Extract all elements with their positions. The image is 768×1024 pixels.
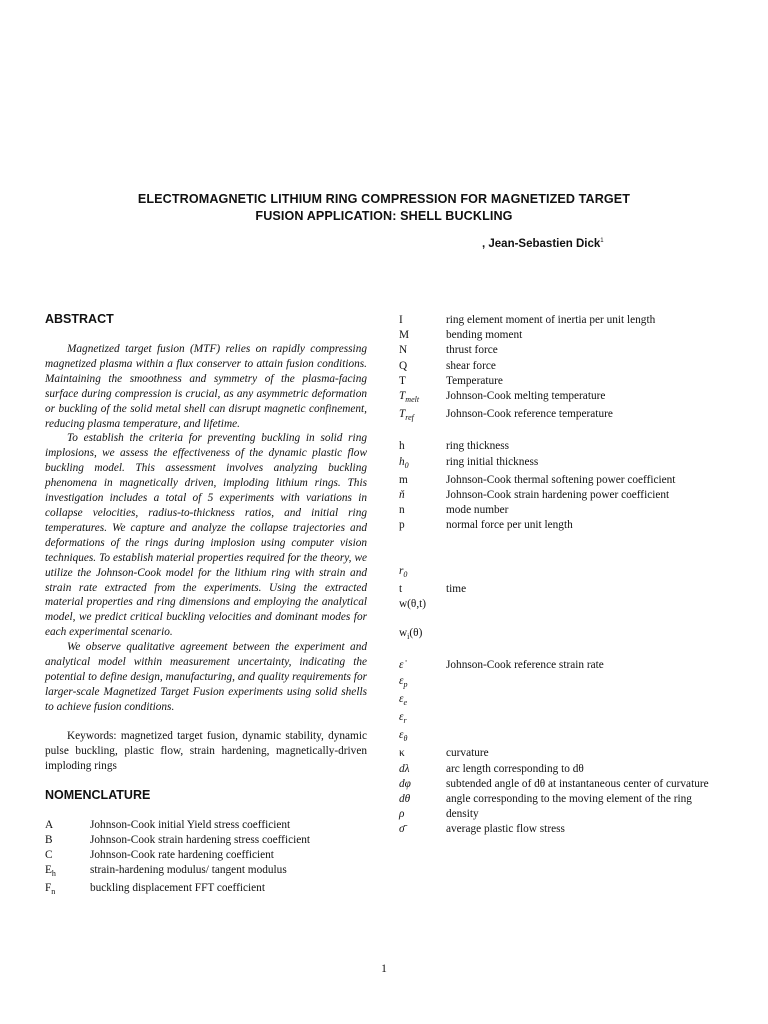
keywords	[45, 729, 367, 774]
nomenclature-symbol: t	[399, 582, 403, 595]
nomenclature-item	[399, 564, 724, 582]
nomenclature-item	[399, 710, 724, 728]
nomenclature-item	[399, 822, 724, 837]
nomenclature-item	[399, 626, 724, 644]
nomenclature-symbol: T	[399, 374, 406, 387]
nomenclature-symbol: dφ	[399, 777, 411, 790]
nomenclature-definition: buckling displacement FFT coefficient	[90, 881, 265, 894]
nomenclature-definition: ring element moment of inertia per unit length	[446, 314, 656, 326]
nomenclature-item	[45, 833, 367, 848]
nomenclature-definition	[446, 692, 724, 710]
nomenclature-symbol: p	[399, 519, 405, 532]
nomenclature-definition: time	[446, 582, 467, 595]
title-line-1: ELECTROMAGNETIC LITHIUM RING COMPRESSION FOR MAGNETIZED TARGET	[137, 192, 631, 206]
nomenclature-symbol: $E_h$	[45, 863, 56, 878]
nomenclature-definition: Johnson-Cook reference strain rate	[446, 659, 604, 672]
nomenclature-item	[399, 313, 724, 328]
nomenclature-definition	[446, 728, 724, 746]
nomenclature-item	[399, 582, 724, 597]
nomenclature-symbol: $h_0$	[399, 455, 409, 470]
nomenclature-definition: ring initial thickness	[446, 455, 539, 468]
right-column	[399, 313, 724, 838]
nomenclature-item	[399, 407, 724, 425]
nomenclature-symbol: $w_i(\theta)$	[399, 627, 423, 642]
nomenclature-item	[399, 807, 724, 822]
nomenclature-definition: arc length corresponding to dθ	[446, 762, 584, 775]
paper-title	[80, 191, 688, 225]
nomenclature-item	[399, 343, 724, 358]
nomenclature-symbol: n	[399, 504, 405, 517]
nomenclature-definition: thrust force	[446, 344, 498, 357]
nomenclature-definition: Johnson-Cook melting temperature	[446, 390, 606, 403]
nomenclature-item	[45, 818, 367, 833]
nomenclature-definition: angle corresponding to the moving element of the ring	[446, 793, 692, 806]
nomenclature-symbol: M	[399, 329, 410, 342]
nomenclature-definition: ring thickness	[446, 440, 510, 453]
nomenclature-symbol: ρ	[399, 808, 405, 821]
nomenclature-definition	[446, 564, 724, 582]
nomenclature-item	[399, 328, 724, 343]
nomenclature-item	[399, 359, 724, 374]
title-line-2: FUSION APPLICATION: SHELL BUCKLING	[255, 209, 513, 223]
nomenclature-item	[399, 762, 724, 777]
nomenclature-symbol: B	[45, 833, 53, 846]
abstract-heading: ABSTRACT	[45, 312, 114, 326]
nomenclature-symbol: σ̄	[399, 823, 405, 836]
author-name: , Jean-Sebastien Dick	[482, 238, 601, 250]
nomenclature-symbol: ε̇	[399, 659, 404, 672]
nomenclature-symbol: N	[399, 344, 408, 357]
nomenclature-definition: mode number	[446, 504, 509, 517]
nomenclature-symbol: κ	[399, 747, 405, 760]
nomenclature-symbol: $\varepsilon_r$	[399, 711, 407, 726]
nomenclature-item	[399, 455, 724, 473]
nomenclature-item	[399, 658, 724, 673]
nomenclature-symbol: $T_{melt}$	[399, 390, 420, 405]
nomenclature-item	[399, 674, 724, 692]
nomenclature-item	[399, 389, 724, 407]
nomenclature-definition: Johnson-Cook strain hardening stress coefficient	[90, 833, 311, 846]
nomenclature-heading: NOMENCLATURE	[45, 787, 151, 802]
keywords-text: Keywords: magnetized target fusion, dynamic stability, dynamic pulse buckling, plastic flow, strain hardening, magnetically-driven imploding rings	[45, 729, 367, 772]
nomenclature-definition: Johnson-Cook thermal softening power coefficient	[446, 473, 676, 486]
abstract-body	[45, 342, 367, 715]
nomenclature-left-list	[45, 818, 367, 899]
nomenclature-definition	[446, 710, 724, 728]
nomenclature-symbol: A	[45, 818, 54, 831]
nomenclature-item	[399, 597, 724, 612]
nomenclature-item	[399, 728, 724, 746]
nomenclature-definition: Johnson-Cook reference temperature	[446, 408, 613, 421]
nomenclature-symbol: dλ	[399, 762, 410, 775]
nomenclature-symbol: $r_0$	[399, 564, 408, 579]
nomenclature-item	[399, 777, 724, 792]
nomenclature-symbol: Q	[399, 359, 408, 372]
nomenclature-item	[399, 746, 724, 761]
nomenclature-item	[399, 692, 724, 710]
nomenclature-definition: subtended angle of dθ at instantaneous center of curvature	[446, 777, 709, 790]
nomenclature-symbol: dθ	[399, 793, 411, 806]
nomenclature-item	[45, 848, 367, 863]
left-column	[45, 312, 367, 899]
nomenclature-definition: Johnson-Cook initial Yield stress coefficient	[90, 818, 291, 831]
nomenclature-definition: shear force	[446, 359, 496, 372]
nomenclature-item	[399, 473, 724, 488]
nomenclature-symbol: $T_{ref}$	[399, 408, 414, 423]
nomenclature-definition: Temperature	[446, 374, 503, 387]
nomenclature-symbol: I	[399, 314, 403, 326]
nomenclature-item	[399, 488, 724, 503]
nomenclature-definition: density	[446, 808, 479, 821]
nomenclature-definition	[446, 626, 724, 644]
nomenclature-symbol: $\varepsilon_e$	[399, 692, 408, 707]
nomenclature-item	[399, 792, 724, 807]
abstract-paragraph: To establish the criteria for preventing buckling in solid ring implosions, we assess the effectiveness of the dynamic plastic flow buckling model. This assessment involves analyzing buckling phenomena in magnetically driven, imploding lithium rings. This investigation includes a total of 5 experiments with variations in collapse velocities, radius-to-thickness ratios, and initial ring temperatures. We capture and analyze the collapse trajectories and deformations of the rings during implosion using computer vision techniques. To establish material properties required for the theory, we utilize the Johnson-Cook model for the lithium ring with strain and strain rate extracted from the experiments. Using the extracted material properties and ring dimensions and employing the analytical model, we predict critical buckling velocities and dominant modes for each experimental scenario.	[45, 432, 367, 639]
nomenclature-item	[399, 503, 724, 518]
nomenclature-item	[399, 439, 724, 454]
nomenclature-definition: normal force per unit length	[446, 519, 573, 532]
nomenclature-definition: Johnson-Cook strain hardening power coefficient	[446, 489, 670, 502]
author-line	[482, 238, 604, 250]
nomenclature-item	[45, 881, 367, 899]
nomenclature-definition: strain-hardening modulus/ tangent modulus	[90, 863, 287, 876]
nomenclature-definition	[446, 674, 724, 692]
nomenclature-symbol: h	[399, 440, 405, 453]
nomenclature-symbol: $\varepsilon_\theta$	[399, 729, 408, 744]
abstract-paragraph: Magnetized target fusion (MTF) relies on rapidly compressing magnetized plasma within a flux conserver to attain fusion conditions. Maintaining the smoothness and symmetry of the plasma-facing surface during compression is crucial, as any asymmetric deformation or buckling of the solid metal shell can disrupt magnetic confinement, reducing plasma temperature, and lifetime.	[45, 343, 367, 430]
author-affiliation-mark: 1	[600, 238, 604, 245]
nomenclature-definition: curvature	[446, 747, 489, 760]
nomenclature-definition: bending moment	[446, 329, 523, 342]
nomenclature-symbol: $F_n$	[45, 881, 56, 896]
abstract-paragraph: We observe qualitative agreement between the experiment and analytical model within measurement uncertainty, indicating the potential to define design, manufacturing, and quality requirements for larger-scale Magnetized Target Fusion experiments using solid shells to achieve fusion conditions.	[45, 641, 367, 713]
nomenclature-symbol: ň	[399, 489, 405, 502]
nomenclature-symbol: $\varepsilon_p$	[399, 674, 408, 689]
nomenclature-definition	[446, 597, 724, 612]
nomenclature-symbol: C	[45, 848, 53, 861]
nomenclature-definition: Johnson-Cook rate hardening coefficient	[90, 848, 274, 861]
nomenclature-item	[45, 863, 367, 881]
nomenclature-symbol: w(θ,t)	[399, 598, 427, 611]
nomenclature-item	[399, 518, 724, 533]
page-number: 1	[381, 963, 387, 975]
nomenclature-definition: average plastic flow stress	[446, 823, 565, 836]
nomenclature-item	[399, 374, 724, 389]
nomenclature-symbol: m	[399, 473, 408, 486]
